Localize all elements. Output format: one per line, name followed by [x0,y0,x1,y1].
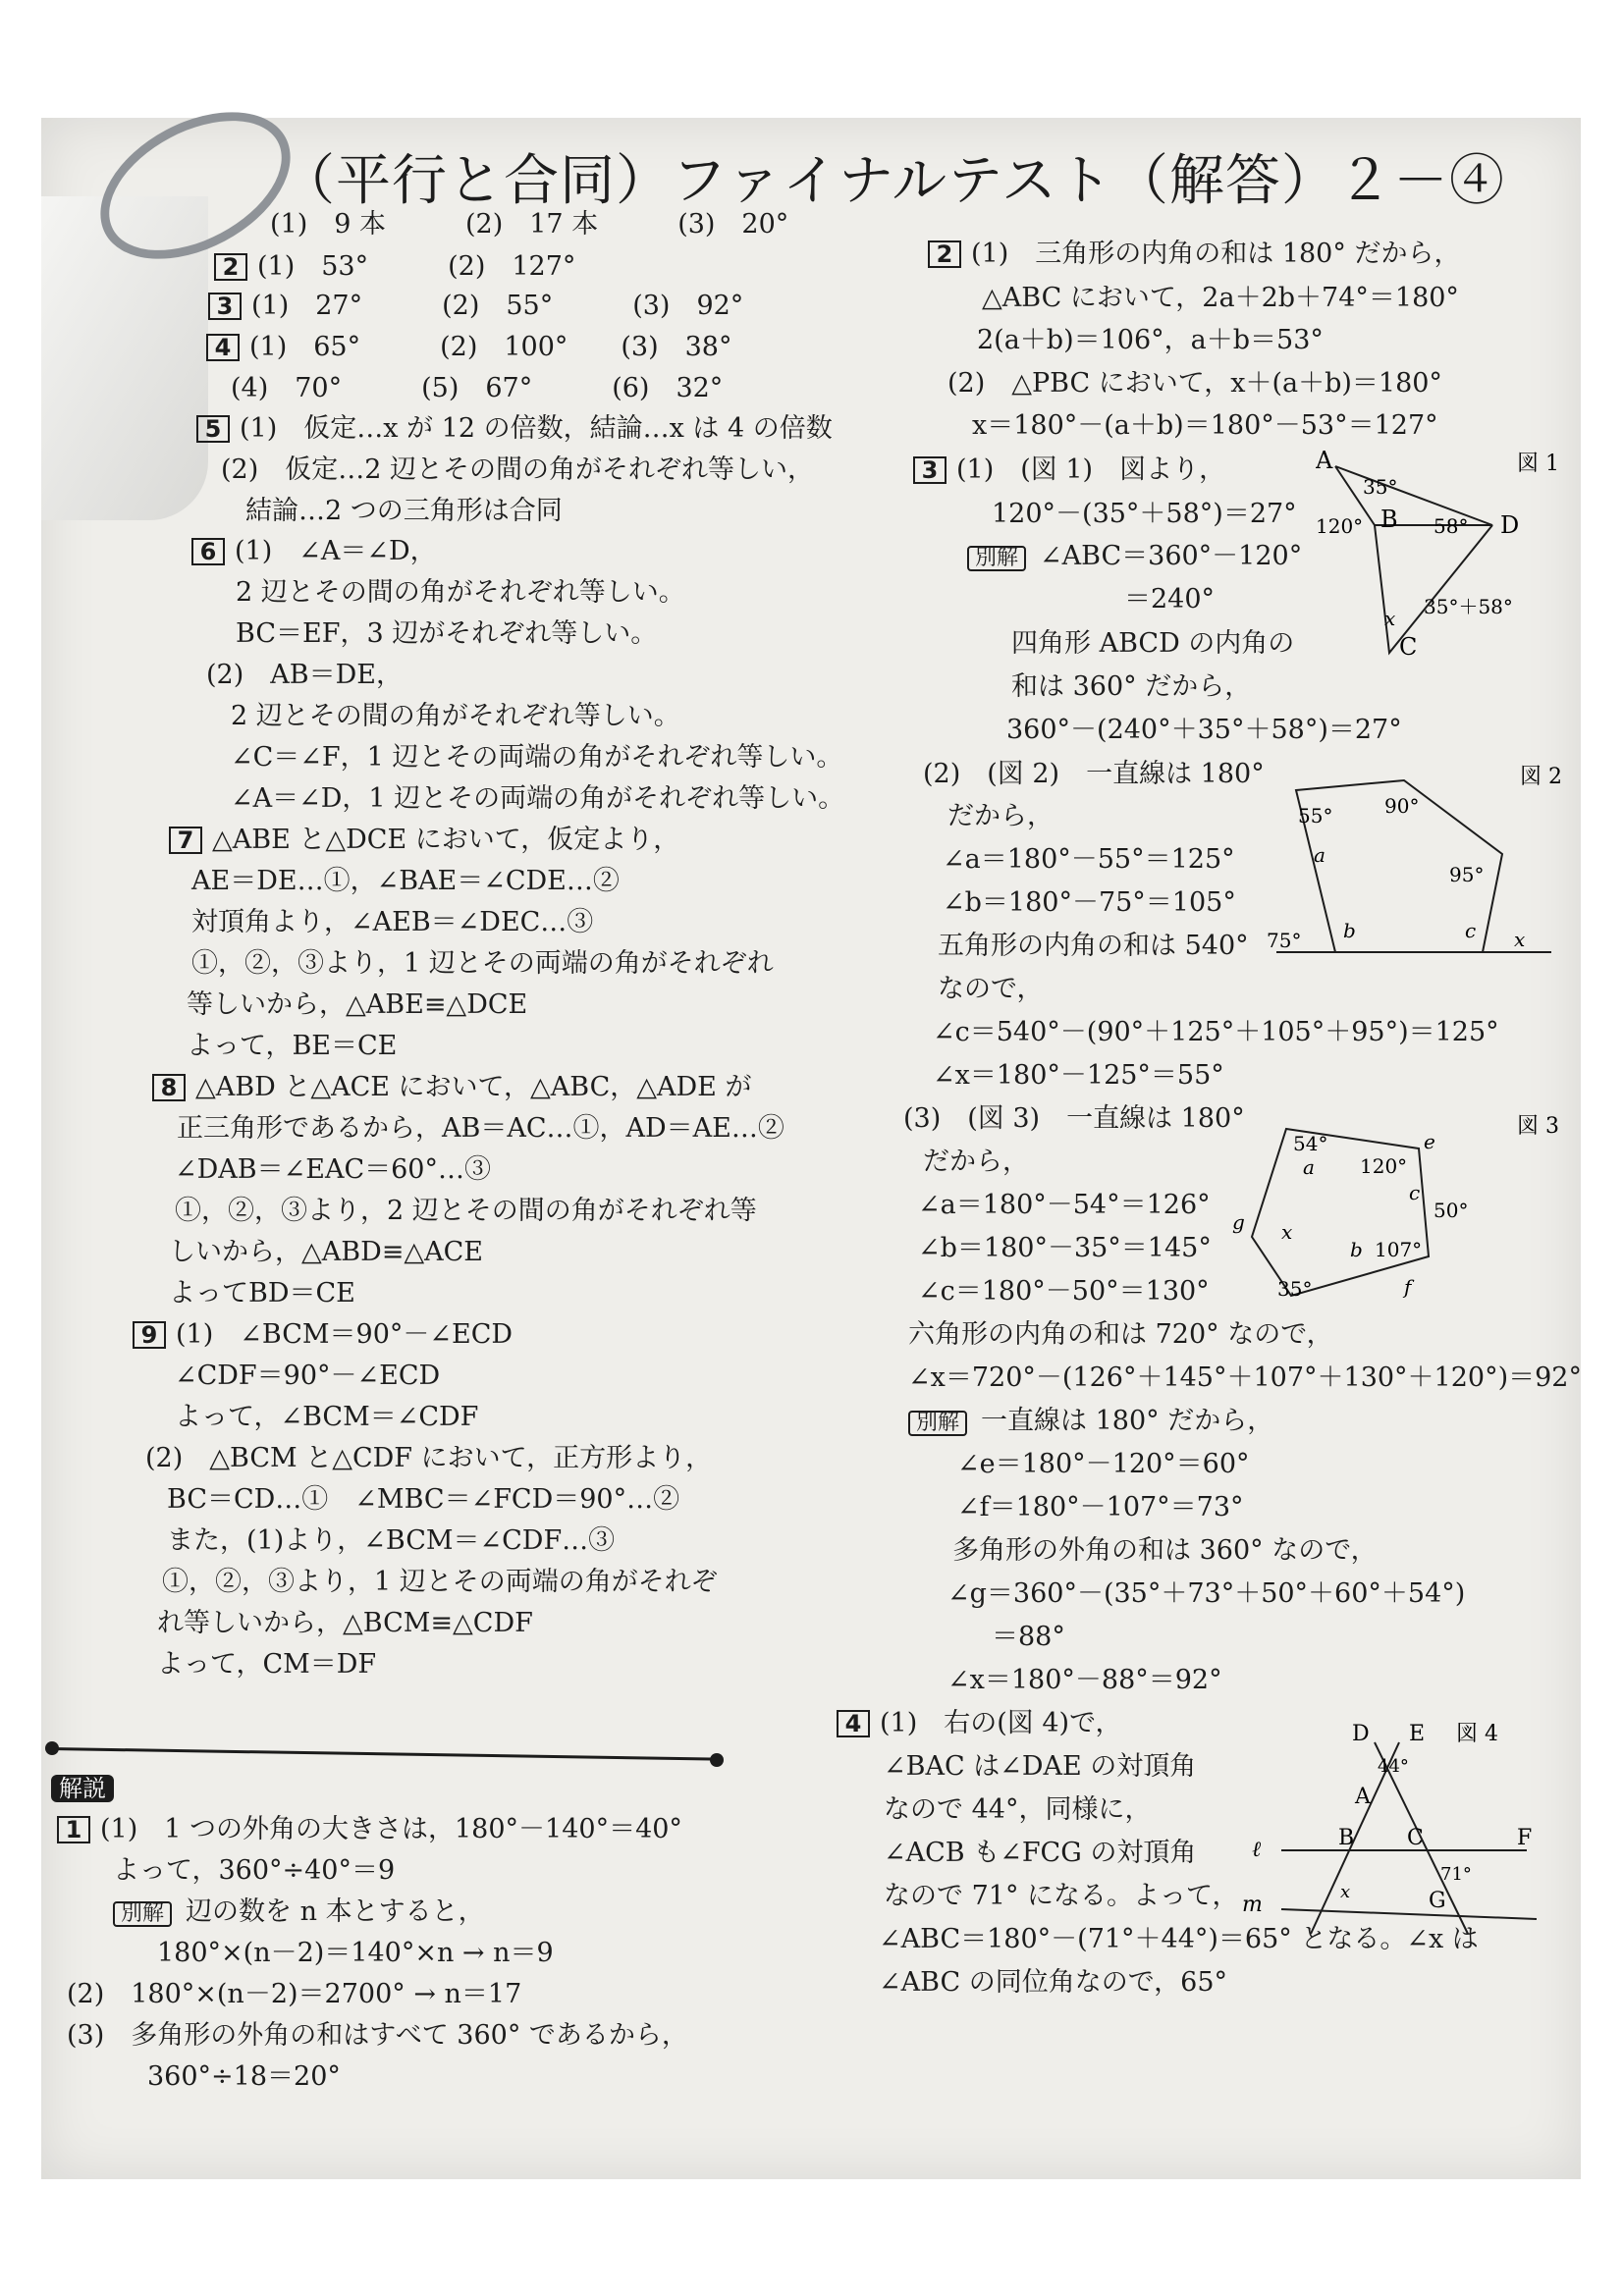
fig1-label: 図 1 [1517,452,1559,476]
fig3-angle-c: c [1409,1181,1421,1204]
left-line [206,334,731,361]
bottom-text: (2) 180°×(n－2)＝2700° → n＝17 [67,1979,522,2009]
right-line [972,412,1438,439]
left-line [169,1239,483,1265]
left-text: BC＝CD…① ∠MBC＝∠FCD＝90°…② [167,1484,680,1515]
right-text: だから， [923,1147,1029,1177]
problem-number-badge: 3 [913,456,947,484]
bottom-text: 辺の数を n 本とすると， [186,1896,485,1927]
left-text: 対頂角より，∠AEB＝∠DEC…③ [191,907,594,937]
left-line [187,1033,397,1059]
left-line [221,456,814,483]
right-line [952,1537,1378,1564]
bottom-text: (3) 多角形の外角の和はすべて 360° であるから， [67,2020,688,2051]
left-text: ∠C＝∠F，1 辺とその両端の角がそれぞれ等しい。 [231,742,843,773]
left-line [231,703,680,729]
right-text: ∠x＝180°－125°＝55° [933,1060,1224,1091]
fig3-angle-b: b [1350,1238,1363,1261]
right-line [923,761,1265,787]
right-text: ∠b＝180°－35°＝145° [918,1233,1212,1263]
problem-number-badge: 7 [169,827,202,854]
left-line [187,991,527,1018]
right-line [992,1624,1065,1650]
right-line [957,1494,1244,1521]
left-line [191,950,774,977]
fig2-angle-b: b [1343,919,1356,942]
bottom-line [113,1898,485,1927]
right-text: ∠x＝180°－88°＝92° [947,1665,1222,1695]
left-text: (1) 53° (2) 127° [257,251,576,282]
left-text: (1) ∠BCM＝90°－∠ECD [176,1319,514,1350]
bottom-line [147,2063,341,2090]
left-text: 2 辺とその間の角がそれぞれ等しい。 [231,701,680,731]
alt-solution-tag: 別解 [113,1901,172,1927]
left-text: AE＝DE…①，∠BAE＝∠CDE…② [191,866,620,896]
right-line [947,1580,1465,1607]
right-line [918,1278,1210,1305]
bottom-text: 360°÷18＝20° [147,2061,341,2092]
alt-solution-tag: 別解 [908,1411,967,1436]
right-text: (2) (図 2) 一直線は 180° [923,759,1265,789]
right-line [1006,717,1402,743]
left-line [145,1445,712,1471]
right-text: ∠ABC＝180°－(71°＋44°)＝65° となる。∠x は [879,1924,1479,1954]
fig2-angle-95: 95° [1449,863,1485,886]
right-line [903,1105,1245,1132]
left-line [157,1651,376,1678]
fig4-line-l: ℓ [1252,1838,1262,1862]
fig2-angle-c: c [1465,919,1477,942]
left-text: (1) 仮定…x が 12 の倍数，結論…x は 4 の倍数 [240,413,833,444]
right-line [947,370,1442,397]
left-line [169,827,679,854]
right-text: 360°－(240°＋35°＋58°)＝27° [1006,715,1402,745]
right-line [943,846,1235,873]
right-line [992,501,1297,527]
left-line [167,1527,615,1554]
left-line [245,498,563,524]
bottom-line [157,1940,554,1966]
left-line [175,1198,757,1224]
right-text: なので 44°，同様に， [884,1794,1152,1825]
fig4-label: 図 4 [1456,1723,1498,1746]
alt-solution-tag: 別解 [967,546,1026,571]
left-line [133,1321,513,1349]
left-text: よって，CM＝DF [157,1649,377,1680]
fig4-point-a: A [1355,1785,1371,1809]
left-line [206,662,403,688]
right-line [908,1364,1582,1391]
right-text: (2) △PBC において，x＋(a＋b)＝180° [947,368,1442,399]
left-line [214,253,575,281]
right-line [1011,673,1251,700]
problem-number-badge: 3 [208,293,242,320]
right-text: 五角形の内角の和は 540° [938,931,1249,961]
fig3-angle-35: 35° [1277,1277,1313,1301]
right-text: ∠c＝540°－(90°＋125°＋105°＋95°)＝125° [933,1017,1499,1047]
fig4-point-e: E [1409,1723,1426,1746]
right-line [1011,630,1294,657]
left-text: (2) △BCM と△CDF において，正方形より， [145,1443,713,1473]
bottom-text: 180°×(n－2)＝140°×n → n＝9 [157,1938,554,1968]
left-line [152,1074,751,1101]
right-text: △ABC において，2a＋2b＋74°＝180° [982,283,1459,313]
left-text: (1) 27° (2) 55° (3) 92° [251,291,744,321]
right-line [938,976,1043,1002]
left-line [177,1115,784,1142]
fig1-point-b: B [1380,506,1398,533]
left-line [208,293,743,320]
rule-dot-right [710,1753,724,1767]
right-text: なので， [938,974,1044,1004]
left-line [157,1610,533,1636]
bottom-line [57,1816,682,1843]
problem-number-badge: 2 [214,253,247,281]
left-text: BC＝EF，3 辺がそれぞれ等しい。 [236,618,658,649]
fig3-angle-50: 50° [1434,1199,1469,1222]
left-line [236,579,685,606]
right-line [938,933,1249,959]
right-line [884,1840,1196,1866]
right-text: ∠g＝360°－(35°＋73°＋50°＋60°＋54°) [947,1578,1466,1609]
right-text: ∠e＝180°－120°＝60° [957,1449,1250,1479]
figure-4 [1232,1723,1571,1949]
left-text: よってBD＝CE [169,1278,355,1308]
right-text: x＝180°－(a＋b)＝180°－53°＝127° [972,410,1438,441]
left-line [231,375,723,401]
right-text: ∠ABC の同位角なので，65° [879,1967,1228,1998]
right-text: 六角形の内角の和は 720° なので， [908,1319,1333,1350]
left-text: 正三角形であるから，AB＝AC…①，AD＝AE…② [177,1113,784,1144]
right-text: ∠c＝180°－50°＝130° [918,1276,1210,1307]
problem-number-badge: 4 [837,1710,870,1737]
fig4-line-m: m [1242,1893,1263,1917]
fig2-angle-55: 55° [1298,804,1333,828]
left-line [236,620,657,647]
fig3-angle-107: 107° [1375,1238,1423,1261]
right-line [967,543,1302,571]
left-text: (2) 仮定…2 辺とその間の角がそれぞれ等しい， [221,454,815,485]
fig4-point-g: G [1429,1889,1446,1913]
fig4-angle-44: 44° [1378,1756,1409,1777]
right-text: (1) 右の(図 4)で， [880,1708,1122,1738]
right-text: ＝88° [992,1622,1065,1652]
kaisetsu-heading [51,1775,114,1802]
left-text: よって，∠BCM＝∠CDF [175,1402,479,1432]
fig1-point-a: A [1316,447,1333,474]
fig3-angle-54: 54° [1293,1132,1328,1155]
right-text: 2(a＋b)＝106°，a＋b＝53° [977,325,1324,355]
fig2-angle-75: 75° [1267,929,1302,952]
right-text: ∠a＝180°－55°＝125° [943,844,1235,875]
fig3-angle-a: a [1303,1155,1315,1179]
right-line [947,1667,1222,1693]
left-line [231,785,844,812]
right-text: ∠f＝180°－107°＝73° [957,1492,1244,1522]
left-line [175,1362,440,1389]
left-text: (2) AB＝DE， [206,660,403,690]
right-text: ∠a＝180°－54°＝126° [918,1190,1211,1220]
right-line [1124,586,1215,613]
right-text: ∠ABC＝360°－120° [1040,541,1303,571]
right-text: (3) (図 3) 一直線は 180° [903,1103,1245,1134]
right-line [879,1969,1227,1996]
left-line [175,1156,491,1183]
left-text: (1) 65° (2) 100° (3) 38° [249,332,732,362]
right-text: ∠BAC は∠DAE の対頂角 [884,1751,1197,1782]
left-text: よって，BE＝CE [187,1031,398,1061]
right-line [837,1710,1122,1737]
fig2-angle-90: 90° [1384,794,1420,818]
right-line [918,1235,1212,1261]
right-text: ＝240° [1124,584,1216,614]
fig1-point-c: C [1399,633,1418,661]
fig3-angle-e: e [1424,1130,1435,1153]
fig2-label: 図 2 [1520,765,1562,789]
problem-number-badge: 5 [196,415,230,443]
right-line [957,1451,1250,1477]
left-text: 2 辺とその間の角がそれぞれ等しい。 [236,577,685,608]
right-text: 和は 360° だから， [1011,671,1252,702]
left-line [175,1404,478,1430]
left-line [162,1569,718,1595]
right-text: なので 71° になる。よって， [884,1881,1239,1911]
fig4-angle-71: 71° [1440,1864,1472,1885]
right-line [918,1192,1211,1218]
right-text: ∠b＝180°－75°＝105° [943,887,1236,918]
right-text: 一直線は 180° だから， [981,1406,1274,1436]
left-text: (1) ∠A＝∠D， [235,536,437,566]
figure-1 [1316,447,1571,672]
left-text: ①，②，③より，2 辺とその間の角がそれぞれ等 [175,1196,757,1226]
fig4-angle-x: x [1340,1882,1351,1902]
problem-number-badge: 8 [152,1074,186,1101]
right-text: ∠ACB も∠FCG の対頂角 [884,1838,1197,1868]
fig1-angle-sum: 35°＋58° [1424,595,1513,618]
left-text: しいから，△ABD≡△ACE [169,1237,484,1267]
left-line [169,1280,355,1307]
right-line [928,240,1460,268]
bottom-text: (1) 1 つの外角の大きさは，180°－140°＝40° [100,1814,682,1844]
left-line [191,909,593,935]
left-text: (1) 9 本 (2) 17 本 (3) 20° [270,209,789,240]
right-line [947,803,1054,829]
fig3-angle-f: f [1404,1275,1412,1299]
left-line [196,415,833,443]
right-line [884,1883,1238,1909]
left-line [167,1486,679,1513]
right-line [982,285,1459,311]
page-title: （平行と合同）ファイナルテスト（解答）２－④ [280,149,1505,213]
fig3-label: 図 3 [1517,1114,1559,1139]
left-text: れ等しいから，△BCM≡△CDF [157,1608,533,1638]
fig4-point-b: B [1338,1826,1355,1850]
right-text: 多角形の外角の和は 360° なので， [952,1535,1378,1566]
left-line [231,744,842,771]
fig1-point-d: D [1500,511,1520,539]
left-text: ∠CDF＝90°－∠ECD [175,1361,441,1391]
bottom-line [67,2022,688,2049]
fig1-angle-120: 120° [1316,514,1364,538]
problem-number-badge: 1 [57,1816,90,1843]
left-text: △ABD と△ACE において，△ABC，△ADE が [195,1072,752,1102]
fig4-point-c: C [1407,1826,1424,1850]
right-line [933,1019,1499,1045]
fig2-angle-x: x [1514,928,1526,951]
problem-number-badge: 9 [133,1321,166,1349]
right-text: (1) (図 1) 図より， [956,454,1226,485]
right-text: 120°－(35°＋58°)＝27° [992,499,1297,529]
problem-number-badge: 6 [191,538,225,565]
fig4-point-f: F [1517,1826,1533,1850]
right-line [908,1321,1333,1348]
kaisetsu-label: 解説 [51,1775,114,1802]
right-line [923,1148,1029,1175]
left-text: また，(1)より，∠BCM＝∠CDF…③ [167,1525,616,1556]
left-text: 等しいから，△ABE≡△DCE [187,989,528,1020]
left-line [270,211,788,238]
problem-number-badge: 2 [928,240,961,268]
left-text: ①，②，③より，1 辺とその両端の角がそれぞ [162,1567,718,1597]
right-line [884,1753,1196,1780]
left-text: ①，②，③より，1 辺とその両端の角がそれぞれ [191,948,774,979]
right-line [908,1408,1273,1436]
left-line [191,868,620,894]
right-text: 四角形 ABCD の内角の [1011,628,1295,659]
fig4-point-d: D [1352,1723,1370,1746]
right-line [884,1796,1151,1823]
fig1-angle-35: 35° [1363,475,1398,499]
right-line [943,889,1236,916]
left-line [191,538,437,565]
bottom-line [67,1981,521,2007]
left-text: 結論…2 つの三角形は合同 [245,496,563,526]
fig3-angle-g: g [1232,1210,1245,1234]
fig3-angle-x: x [1281,1220,1293,1244]
right-text: ∠x＝720°－(126°＋145°＋107°＋130°＋120°)＝92° [908,1362,1582,1393]
left-text: ∠A＝∠D，1 辺とその両端の角がそれぞれ等しい。 [231,783,845,814]
right-text: だから， [947,801,1054,831]
left-text: (4) 70° (5) 67° (6) 32° [231,373,724,403]
fig1-angle-58: 58° [1434,514,1469,538]
bottom-text: よって，360°÷40°＝9 [113,1855,396,1886]
figure-3 [1232,1109,1571,1315]
fig3-angle-120: 120° [1360,1154,1408,1178]
right-text: (1) 三角形の内角の和は 180° だから， [971,239,1461,269]
right-line [933,1062,1224,1089]
fig1-angle-x: x [1384,607,1396,630]
left-text: △ABE と△DCE において，仮定より， [212,825,680,855]
right-line [913,456,1225,484]
figure-2 [1257,756,1571,962]
fig2-angle-a: a [1314,843,1325,867]
bottom-line [113,1857,395,1884]
problem-number-badge: 4 [206,334,240,361]
left-text: ∠DAB＝∠EAC＝60°…③ [175,1154,491,1185]
right-line [977,327,1324,353]
